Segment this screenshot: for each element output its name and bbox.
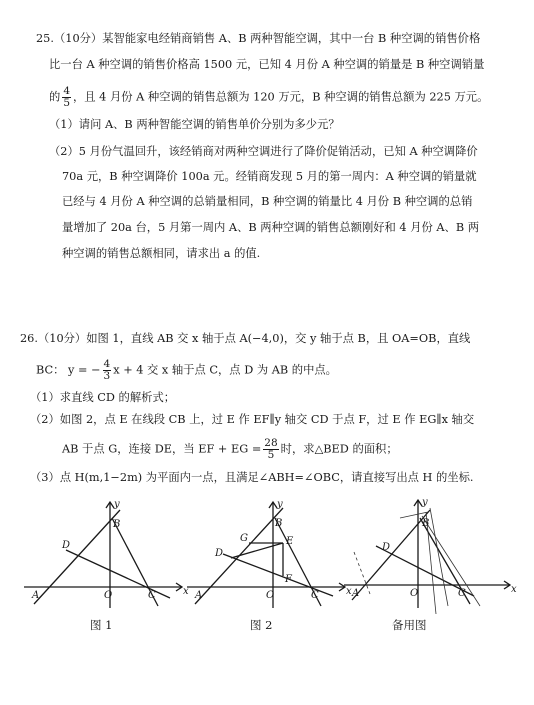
q25-line-3-post: ，且 4 月份 A 种空调的销售总额为 120 万元，B 种空调的销售总额为 225 万元。 [73, 90, 489, 104]
q25-line-1: 25.（10分）某智能家电经销商销售 A、B 两种智能空调，其中一台 B 种空调的销售价格 [36, 32, 481, 45]
fig1-label-a: A [32, 590, 40, 601]
fig1-label-c: C [148, 590, 156, 601]
figure-spare [340, 496, 520, 616]
fig3-label-b: B [422, 518, 430, 529]
fig2-label-x: x [346, 586, 352, 597]
q25-line-3 [49, 86, 488, 109]
fig2-label-g: G [240, 533, 248, 544]
q25-part-2-line-4: 量增加了 20a 台，5 月第一周内 A、B 两种空调的销售总额刚好和 4 月份 A、B 两 [62, 221, 480, 234]
q26-part-2-fraction [263, 438, 278, 461]
fig1-label-d: D [62, 540, 71, 551]
q26-part-2-pre: AB 于点 G，连接 DE，当 EF + EG = [62, 442, 262, 456]
q26-slope-num: 4 [103, 358, 111, 370]
q26-slope-den: 3 [103, 370, 111, 382]
q25-part-2-line-2: 70a 元，B 种空调降价 100a 元。经销商发现 5 月的第一周内：A 种空调的销量就 [62, 170, 477, 183]
fig2-label-c: C [311, 590, 319, 601]
fig1-label-x: x [183, 586, 189, 597]
figure-spare-caption: 备用图 [392, 618, 427, 632]
q25-part-1: （1）请问 A、B 两种智能空调的销售单价分别为多少元？ [49, 118, 340, 131]
fig2-label-y: y [277, 499, 283, 510]
fig1-label-o: O [104, 590, 113, 601]
fig3-label-c: C [458, 588, 466, 599]
q26-part-2-line-2 [62, 438, 398, 461]
q25-fraction-num: 4 [63, 85, 70, 97]
q26-part-3: （3）点 H(m,1−2m) 为平面内一点，且满足∠ABH=∠OBC，请直接写出点 H 的坐标. [30, 471, 474, 484]
fig2-label-e: E [286, 536, 294, 547]
q26-line-1: 26.（10分）如图 1，直线 AB 交 x 轴于点 A(−4,0)，交 y 轴于点 B，且 OA=OB，直线 [20, 332, 471, 345]
fig2-label-b: B [275, 518, 283, 529]
q26-line-2 [36, 359, 337, 382]
fig2-label-o: O [266, 590, 275, 601]
fig2-label-a: A [195, 590, 203, 601]
q26-part-2-num: 28 [264, 437, 278, 449]
figure-2-caption: 图 2 [250, 618, 273, 632]
fig2-segment-de [231, 543, 283, 558]
figure-1-caption: 图 1 [90, 618, 113, 632]
fig2-label-d: D [215, 548, 224, 559]
q26-part-2-post: 时，求△BED 的面积； [280, 442, 398, 456]
fig3-label-d: D [382, 542, 391, 553]
fig1-label-y: y [114, 499, 120, 510]
q25-line-3-pre: 的 [49, 90, 61, 104]
q26-part-2-den: 5 [267, 449, 275, 461]
fig1-label-b: B [113, 519, 121, 530]
q26-part-1: （1）求直线 CD 的解析式； [30, 391, 176, 404]
q25-part-2-line-3: 已经与 4 月份 A 种空调的总销量相同，B 种空调的销量比 4 月份 B 种空调的总销 [62, 195, 473, 208]
q26-slope-fraction [103, 359, 112, 382]
fig3-label-y: y [422, 497, 428, 508]
q26-line-2-post: x + 4 交 x 轴于点 C，点 D 为 AB 的中点。 [113, 363, 337, 377]
fig2-label-f: F [285, 574, 292, 585]
fig3-label-o: O [410, 588, 419, 599]
figure-2 [183, 496, 353, 611]
q25-fraction-den: 5 [63, 97, 70, 109]
q25-part-2-line-5: 种空调的销售总额相同，请求出 a 的值. [62, 247, 261, 260]
q25-fraction [62, 86, 71, 109]
fig3-label-a: A [352, 588, 360, 599]
q25-line-2: 比一台 A 种空调的销售价格高 1500 元，已知 4 月份 A 种空调的销量是 B 种空调销量 [49, 58, 485, 71]
q25-part-2-line-1: （2）5 月份气温回升，该经销商对两种空调进行了降价促销活动，已知 A 种空调降价 [49, 145, 478, 158]
q26-part-2-line-1: （2）如图 2，点 E 在线段 CB 上，过 E 作 EF∥y 轴交 CD 于点 F，过 E 作 EG∥x 轴交 [30, 413, 475, 426]
fig3-label-x: x [511, 584, 517, 595]
q26-line-2-pre: BC： y = − [36, 363, 101, 377]
fig3-sketch-line-1 [430, 508, 448, 606]
figure-1 [20, 496, 190, 611]
